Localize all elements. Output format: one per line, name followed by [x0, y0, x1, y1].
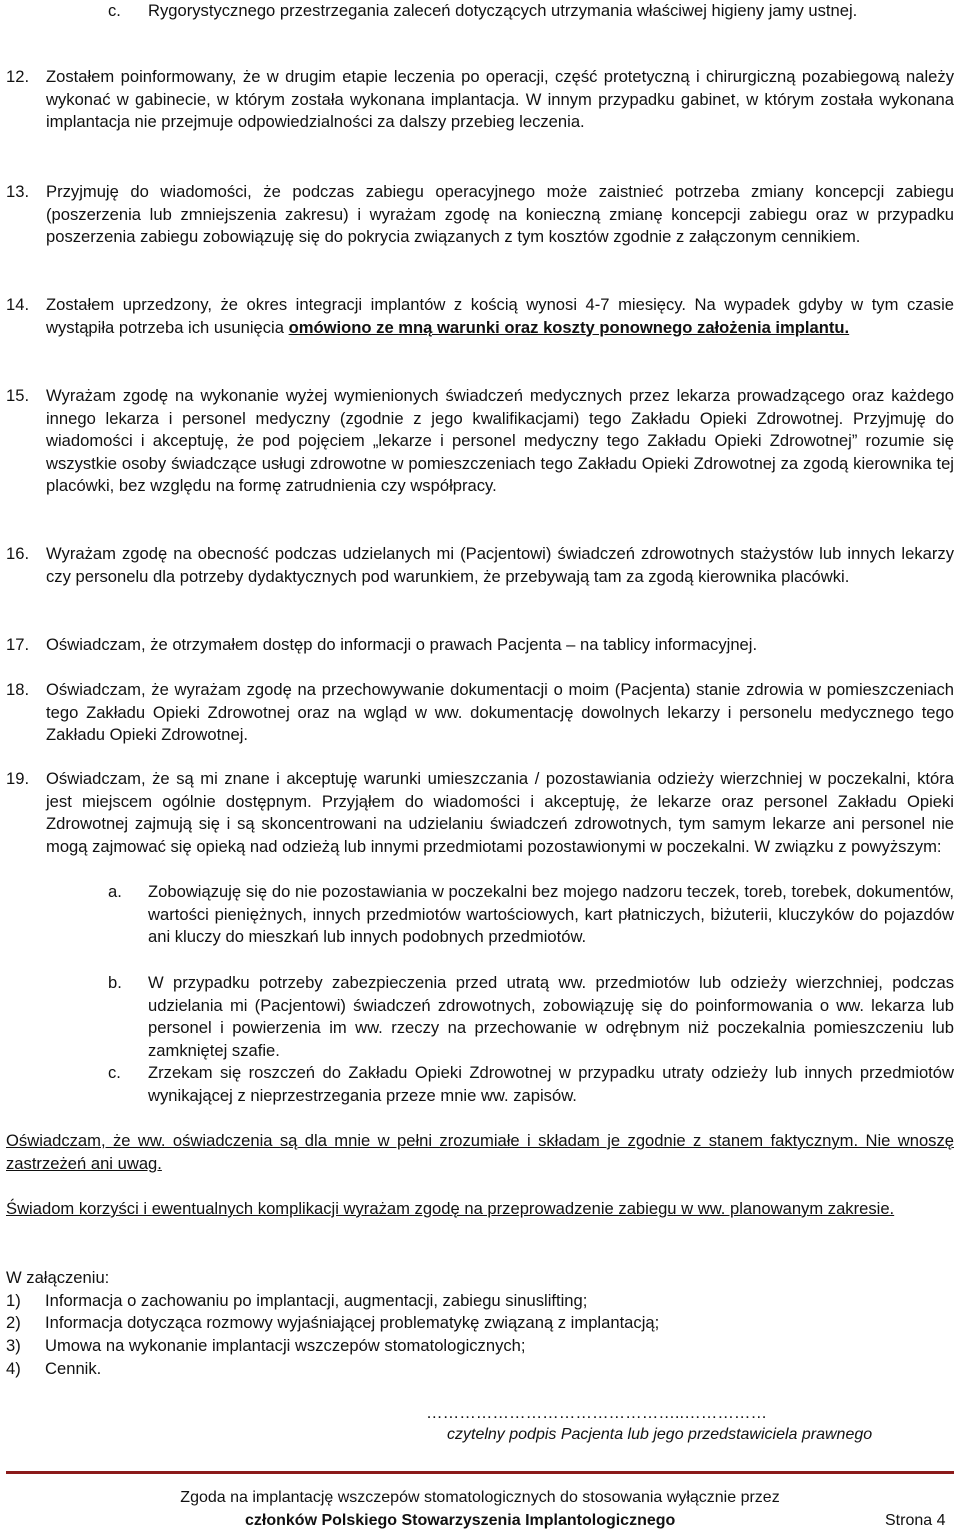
item-label: 12. — [6, 67, 30, 86]
attachment-text: Informacja o zachowaniu po implantacji, augmentacji, zabiegu sinuslifting; — [45, 1291, 588, 1310]
list-item-17 — [6, 634, 954, 657]
page-number: Strona 4 — [885, 1512, 946, 1529]
item-label: 13. — [6, 182, 30, 201]
item-label: 18. — [6, 680, 30, 699]
list-item-19 — [6, 768, 954, 858]
item-text: Zobowiązuję się do nie pozostawiania w poczekalni bez mojego nadzoru teczek, toreb, torebek, dokumentów, wartości pieniężnych, innych przedmiotów wartościowych, kart płatniczych, biżuterii, kluczyków do pojazdów ani kluczy do mieszkań lub innych podobnych przedmiotów. — [148, 882, 954, 946]
item-text: Wyrażam zgodę na wykonanie wyżej wymienionych świadczeń medycznych przez lekarza prowadzącego oraz każdego innego lekarza i personel medyczny (zgodnie z jego kwalifikacjami) tego Zakładu Opieki Zdrowotnej. Przyjmuję do wiadomości i akceptuję, że pod pojęciem „lekarze i personel medyczny tego Zakładu Opieki Zdrowotnej” rozumie się wszystkie osoby świadczące usługi zdrowotne w pomieszczeniach tego Zakładu Opieki Zdrowotnej za zgodą kierownika tej placówki, bez względu na formę zatrudnienia czy współpracy. — [46, 386, 954, 495]
attachments-heading: W załączeniu: — [6, 1268, 110, 1287]
list-item-19b — [108, 972, 954, 1062]
list-item-13 — [6, 181, 954, 249]
attachment-number: 3) — [6, 1336, 21, 1355]
item-text: Oświadczam, że są mi znane i akceptuję warunki umieszczania / pozostawiania odzieży wierzchniej w poczekalni, która jest miejscem ogólnie dostępnym. Przyjąłem do wiadomości i akceptuję, że lekarze oraz personel Zakładu Opieki Zdrowotnej zajmują się i są skoncentrowani na udzielaniu świadczeń zdrowotnych, tym samym lekarze ani personel nie mogą zajmować się opieką nad odzieżą lub innymi przedmiotami pozostawionymi w poczekalni. W związku z powyższym: — [46, 769, 954, 856]
footer-rule — [6, 1471, 954, 1474]
item-label: 15. — [6, 386, 30, 405]
attachment-number: 4) — [6, 1359, 21, 1378]
attachment-text: Umowa na wykonanie implantacji wszczepów stomatologicznych; — [45, 1336, 526, 1355]
list-item-18 — [6, 679, 954, 747]
item-label: c. — [108, 1063, 121, 1082]
item-text-emphasis: omówiono ze mną warunki oraz koszty ponownego założenia implantu. — [288, 317, 850, 337]
statement-understood: Oświadczam, że ww. oświadczenia są dla mnie w pełni zrozumiałe i składam je zgodnie z stanem faktycznym. Nie wnoszę zastrzeżeń ani uwag. — [6, 1131, 954, 1173]
item-text-plain: Zostałem uprzedzony, że okres integracji implantów z kością wynosi 4-7 miesięcy. Na wypadek gdyby w tym czasie wystąpiła potrzeba ich usunięcia — [46, 295, 954, 337]
item-text: Rygorystycznego przestrzegania zaleceń dotyczących utrzymania właściwej higieny jamy ustnej. — [148, 1, 858, 20]
attachment-number: 1) — [6, 1291, 21, 1310]
item-label: 14. — [6, 295, 30, 314]
item-label: 16. — [6, 544, 30, 563]
attachment-text: Cennik. — [45, 1359, 102, 1378]
footer-text-line1: Zgoda na implantację wszczepów stomatologicznych do stosowania wyłącznie przez — [180, 1489, 780, 1506]
item-label: c. — [108, 1, 121, 20]
statement-consent: Świadom korzyści i ewentualnych komplikacji wyrażam zgodę na przeprowadzenie zabiegu w ww. planowanym zakresie. — [6, 1199, 895, 1218]
item-text: Zostałem poinformowany, że w drugim etapie leczenia po operacji, część protetyczną i chirurgiczną pozabiegową należy wykonać w gabinecie, w którym została wykonana implantacja. W innym przypadku gabinet, w którym została wykonana implantacja nie przejmuje odpowiedzialności za dalszy przebieg leczenia. — [46, 67, 954, 131]
item-text: Zrzekam się roszczeń do Zakładu Opieki Zdrowotnej w przypadku utraty odzieży lub innych przedmiotów wynikającej z nieprzestrzegania przeze mnie ww. zapisów. — [148, 1063, 954, 1105]
signature-line: ………………………………………..…………… — [426, 1403, 768, 1422]
list-item-15 — [6, 385, 954, 498]
attachment-text: Informacja dotycząca rozmowy wyjaśniającej problematykę związaną z implantacją; — [45, 1313, 660, 1332]
list-item-14 — [6, 294, 954, 339]
list-item-16 — [6, 543, 954, 588]
list-item-19c — [108, 1062, 954, 1107]
item-text: W przypadku potrzeby zabezpieczenia przed utratą ww. przedmiotów lub odzieży wierzchniej, podczas udzielania mi (Pacjentowi) świadczeń zdrowotnych, zobowiązuję się do poinformowania o ww. lekarza lub personel i powierzenia im ww. rzeczy na przechowanie w odrębnym niż poczekalnia pomieszczeniu lub zamkniętej szafie. — [148, 973, 954, 1060]
item-text: Przyjmuję do wiadomości, że podczas zabiegu operacyjnego może zaistnieć potrzeba zmiany koncepcji zabiegu (poszerzenia lub zmniejszenia zakresu) i wyrażam zgodę na konieczną zmianę koncepcji zabiegu oraz w przypadku poszerzenia zabiegu zobowiązuję się do pokrycia związanych z tym kosztów zgodnie z załączonym cennikiem. — [46, 182, 954, 246]
list-item-19a — [108, 881, 954, 949]
item-text: Wyrażam zgodę na obecność podczas udzielanych mi (Pacjentowi) świadczeń zdrowotnych stażystów lub innych lekarzy czy personelu dla potrzeby dydaktycznych pod warunkiem, że przebywają tam za zgodą kierownika placówki. — [46, 544, 954, 586]
signature-caption: czytelny podpis Pacjenta lub jego przedstawiciela prawnego — [447, 1426, 873, 1443]
item-text — [46, 294, 954, 339]
item-label: 19. — [6, 769, 30, 788]
attachment-number: 2) — [6, 1313, 21, 1332]
footer-text-line2: członków Polskiego Stowarzyszenia Implantologicznego — [245, 1512, 676, 1529]
item-label: 17. — [6, 635, 30, 654]
item-text: Oświadczam, że wyrażam zgodę na przechowywanie dokumentacji o moim (Pacjenta) stanie zdrowia w pomieszczeniach tego Zakładu Opieki Zdrowotnej oraz na wgląd w ww. dokumentację dowolnych lekarzy i personelu medycznego tego Zakładu Opieki Zdrowotnej. — [46, 680, 954, 744]
item-label: a. — [108, 882, 122, 901]
item-label: b. — [108, 973, 122, 992]
item-text: Oświadczam, że otrzymałem dostęp do informacji o prawach Pacjenta – na tablicy informacyjnej. — [46, 635, 758, 654]
list-item-c-top — [108, 0, 954, 23]
list-item-12 — [6, 66, 954, 134]
